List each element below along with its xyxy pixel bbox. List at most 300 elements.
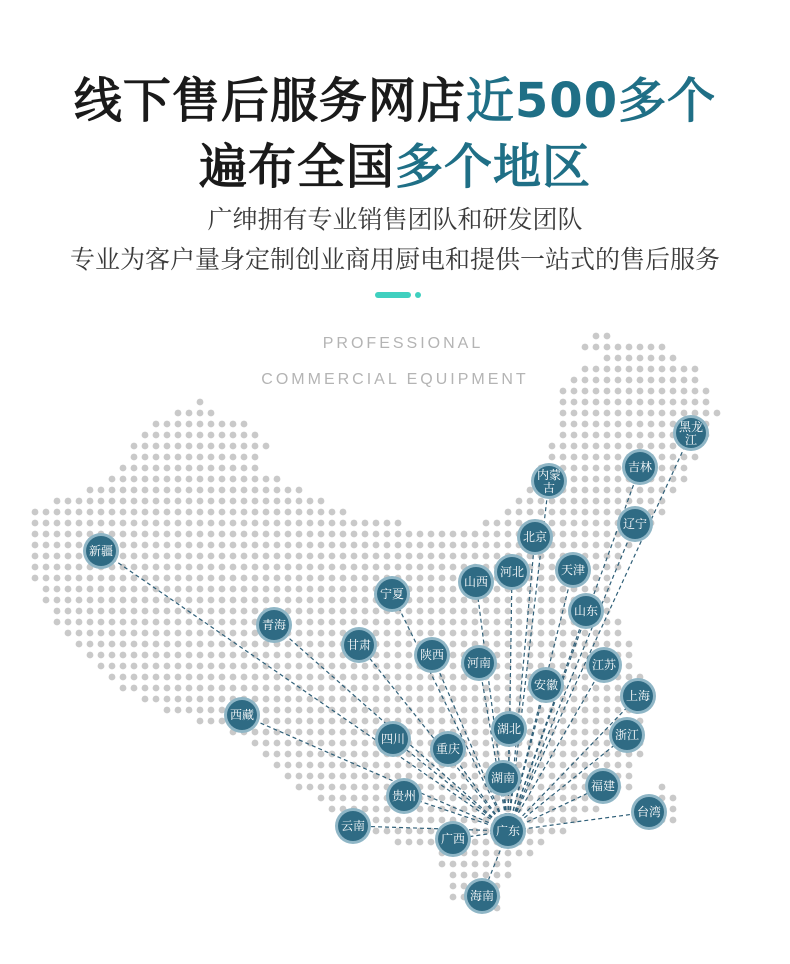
map-dot <box>43 520 50 527</box>
map-dot <box>417 531 424 538</box>
map-dot <box>428 564 435 571</box>
map-dot <box>285 487 292 494</box>
map-dot <box>230 465 237 472</box>
map-dot <box>153 553 160 560</box>
map-dot <box>560 509 567 516</box>
region-node <box>458 564 494 600</box>
map-dot <box>384 707 391 714</box>
region-label: 黑龙江 <box>678 420 704 447</box>
map-dot <box>604 696 611 703</box>
map-dot <box>582 520 589 527</box>
map-dot <box>340 707 347 714</box>
map-dot <box>417 773 424 780</box>
map-dot <box>307 773 314 780</box>
map-dot <box>450 861 457 868</box>
map-dot <box>637 410 644 417</box>
map-dot <box>263 586 270 593</box>
map-dot <box>274 707 281 714</box>
region-label: 青海 <box>261 618 287 632</box>
map-dot <box>87 498 94 505</box>
map-dot <box>263 542 270 549</box>
map-dot <box>340 542 347 549</box>
map-dot <box>142 696 149 703</box>
map-dot <box>131 520 138 527</box>
map-dot <box>670 795 677 802</box>
map-dot <box>604 399 611 406</box>
map-dot <box>285 718 292 725</box>
map-dot <box>692 399 699 406</box>
map-dot <box>186 509 193 516</box>
map-dot <box>208 685 215 692</box>
map-dot <box>351 542 358 549</box>
map-dot <box>692 388 699 395</box>
map-dot <box>417 685 424 692</box>
map-dot <box>329 608 336 615</box>
map-dot <box>461 641 468 648</box>
map-dot <box>307 553 314 560</box>
map-dot <box>131 553 138 560</box>
map-dot <box>549 828 556 835</box>
map-dot <box>549 520 556 527</box>
map-dot <box>131 476 138 483</box>
map-dot <box>450 872 457 879</box>
map-dot <box>461 553 468 560</box>
map-dot <box>362 586 369 593</box>
map-dot <box>571 674 578 681</box>
map-dot <box>351 575 358 582</box>
map-dot <box>307 498 314 505</box>
map-dot <box>318 674 325 681</box>
map-dot <box>318 498 325 505</box>
map-dot <box>648 487 655 494</box>
map-dot <box>197 454 204 461</box>
map-dot <box>296 586 303 593</box>
map-dot <box>373 795 380 802</box>
map-dot <box>461 608 468 615</box>
region-node <box>375 721 411 757</box>
map-dot <box>164 421 171 428</box>
map-dot <box>43 575 50 582</box>
map-dot <box>417 696 424 703</box>
map-dot <box>197 542 204 549</box>
map-dot <box>274 553 281 560</box>
region-label: 云南 <box>340 819 366 833</box>
map-dot <box>582 366 589 373</box>
map-dot <box>263 498 270 505</box>
region-node <box>568 593 604 629</box>
map-dot <box>120 630 127 637</box>
map-dot <box>208 465 215 472</box>
map-dot <box>307 608 314 615</box>
map-dot <box>307 597 314 604</box>
map-dot <box>197 663 204 670</box>
map-dot <box>329 652 336 659</box>
map-dot <box>131 509 138 516</box>
map-dot <box>604 509 611 516</box>
map-dot <box>175 674 182 681</box>
map-dot <box>164 531 171 538</box>
map-dot <box>604 531 611 538</box>
map-dot <box>472 619 479 626</box>
map-dot <box>417 839 424 846</box>
map-dot <box>373 828 380 835</box>
map-dot <box>263 575 270 582</box>
map-dot <box>494 520 501 527</box>
map-dot <box>670 487 677 494</box>
map-dot <box>461 542 468 549</box>
map-dot <box>131 542 138 549</box>
map-dot <box>417 817 424 824</box>
map-dot <box>252 685 259 692</box>
map-dot <box>120 608 127 615</box>
map-dot <box>615 366 622 373</box>
map-dot <box>384 806 391 813</box>
map-dot <box>604 630 611 637</box>
map-dot <box>307 685 314 692</box>
map-dot <box>208 663 215 670</box>
map-dot <box>175 652 182 659</box>
map-dot <box>450 597 457 604</box>
map-dot <box>593 531 600 538</box>
map-dot <box>395 696 402 703</box>
map-dot <box>65 564 72 571</box>
map-dot <box>197 498 204 505</box>
map-dot <box>494 696 501 703</box>
map-dot <box>483 839 490 846</box>
map-dot <box>186 641 193 648</box>
map-dot <box>153 564 160 571</box>
map-dot <box>175 542 182 549</box>
map-dot <box>241 674 248 681</box>
map-dot <box>274 740 281 747</box>
map-dot <box>384 553 391 560</box>
map-dot <box>384 828 391 835</box>
map-dot <box>604 476 611 483</box>
map-dot <box>318 597 325 604</box>
map-dot <box>142 432 149 439</box>
map-dot <box>197 641 204 648</box>
map-dot <box>549 597 556 604</box>
map-dot <box>604 575 611 582</box>
map-dot <box>252 586 259 593</box>
map-dot <box>32 575 39 582</box>
map-dot <box>384 663 391 670</box>
map-dot <box>285 729 292 736</box>
map-dot <box>681 465 688 472</box>
map-dot <box>318 586 325 593</box>
map-dot <box>428 817 435 824</box>
map-dot <box>428 685 435 692</box>
map-dot <box>296 707 303 714</box>
map-dot <box>483 553 490 560</box>
map-dot <box>175 454 182 461</box>
region-label: 吉林 <box>627 460 653 474</box>
map-dot <box>648 443 655 450</box>
map-dot <box>329 619 336 626</box>
map-dot <box>153 520 160 527</box>
map-dot <box>296 487 303 494</box>
map-dot <box>340 696 347 703</box>
map-dot <box>175 410 182 417</box>
map-dot <box>219 641 226 648</box>
map-dot <box>571 388 578 395</box>
map-dot <box>285 685 292 692</box>
map-dot <box>582 454 589 461</box>
map-dot <box>131 652 138 659</box>
region-label: 西藏 <box>229 708 255 722</box>
map-dot <box>252 531 259 538</box>
map-dot <box>120 685 127 692</box>
region-node <box>609 717 645 753</box>
map-dot <box>197 630 204 637</box>
map-dot <box>164 443 171 450</box>
map-dot <box>659 344 666 351</box>
map-dot <box>109 674 116 681</box>
map-dot <box>373 718 380 725</box>
map-dot <box>439 674 446 681</box>
map-dot <box>274 718 281 725</box>
map-dot <box>384 685 391 692</box>
map-dot <box>120 652 127 659</box>
map-dot <box>340 586 347 593</box>
map-dot <box>186 487 193 494</box>
map-dot <box>428 718 435 725</box>
map-dot <box>615 542 622 549</box>
map-dot <box>285 564 292 571</box>
map-dot <box>241 575 248 582</box>
map-dot <box>615 454 622 461</box>
map-dot <box>263 729 270 736</box>
map-dot <box>263 531 270 538</box>
map-dot <box>175 487 182 494</box>
map-dot <box>362 740 369 747</box>
map-dot <box>681 377 688 384</box>
map-dot <box>472 542 479 549</box>
map-dot <box>593 553 600 560</box>
map-dot <box>142 641 149 648</box>
map-dot <box>351 685 358 692</box>
map-dot <box>153 421 160 428</box>
map-dot <box>54 586 61 593</box>
map-dot <box>417 575 424 582</box>
map-dot <box>186 575 193 582</box>
map-dot <box>483 729 490 736</box>
map-dot <box>406 553 413 560</box>
map-dot <box>362 696 369 703</box>
map-dot <box>98 652 105 659</box>
map-dot <box>582 707 589 714</box>
map-dot <box>186 696 193 703</box>
map-dot <box>263 520 270 527</box>
map-dot <box>329 806 336 813</box>
map-dot <box>659 784 666 791</box>
region-node <box>374 576 410 612</box>
map-dot <box>406 619 413 626</box>
map-dot <box>362 608 369 615</box>
map-dot <box>65 630 72 637</box>
map-dot <box>351 751 358 758</box>
map-dot <box>219 597 226 604</box>
map-dot <box>197 608 204 615</box>
map-dot <box>43 586 50 593</box>
map-dot <box>252 465 259 472</box>
map-dot <box>472 817 479 824</box>
region-label: 广西 <box>440 832 466 846</box>
map-dot <box>560 586 567 593</box>
map-dot <box>582 432 589 439</box>
map-dot <box>626 344 633 351</box>
map-dot <box>87 520 94 527</box>
map-dot <box>263 696 270 703</box>
map-dot <box>516 674 523 681</box>
map-dot <box>43 597 50 604</box>
map-dot <box>208 509 215 516</box>
region-label: 山东 <box>573 604 599 618</box>
map-dot <box>571 751 578 758</box>
map-dot <box>681 476 688 483</box>
map-dot-grid <box>32 333 721 912</box>
map-dot <box>186 553 193 560</box>
map-dot <box>549 619 556 626</box>
map-dot <box>329 553 336 560</box>
map-dot <box>230 421 237 428</box>
map-dot <box>142 509 149 516</box>
map-dot <box>538 784 545 791</box>
map-dot <box>362 762 369 769</box>
map-dot <box>153 674 160 681</box>
map-dot <box>395 828 402 835</box>
map-dot <box>329 564 336 571</box>
map-dot <box>65 509 72 516</box>
map-dot <box>318 784 325 791</box>
map-dot <box>637 487 644 494</box>
map-dot <box>406 828 413 835</box>
map-dot <box>120 509 127 516</box>
map-dot <box>351 586 358 593</box>
map-dot <box>615 443 622 450</box>
map-dot <box>670 377 677 384</box>
map-dot <box>32 564 39 571</box>
map-dot <box>164 498 171 505</box>
map-dot <box>340 751 347 758</box>
region-label: 新疆 <box>88 544 114 558</box>
map-dot <box>571 740 578 747</box>
map-dot <box>549 564 556 571</box>
map-dot <box>318 608 325 615</box>
map-dot <box>560 652 567 659</box>
region-node <box>83 533 119 569</box>
map-dot <box>307 762 314 769</box>
map-dot <box>494 586 501 593</box>
map-dot <box>494 630 501 637</box>
map-dot <box>593 377 600 384</box>
map-dot <box>428 806 435 813</box>
map-dot <box>549 762 556 769</box>
map-dot <box>439 795 446 802</box>
map-dot <box>593 333 600 340</box>
map-dot <box>98 608 105 615</box>
map-dot <box>439 586 446 593</box>
map-dot <box>450 685 457 692</box>
map-dot <box>417 597 424 604</box>
map-dot <box>186 663 193 670</box>
map-dot <box>219 575 226 582</box>
region-node <box>430 731 466 767</box>
map-dot <box>659 377 666 384</box>
map-dot <box>76 608 83 615</box>
region-label: 福建 <box>590 779 616 793</box>
map-dot <box>351 531 358 538</box>
map-dot <box>472 872 479 879</box>
map-dot <box>527 498 534 505</box>
map-dot <box>351 696 358 703</box>
map-dot <box>175 619 182 626</box>
map-dot <box>593 751 600 758</box>
map-dot <box>351 740 358 747</box>
map-dot <box>230 597 237 604</box>
region-label: 内蒙古 <box>536 468 562 495</box>
map-dot <box>307 630 314 637</box>
map-dot <box>274 564 281 571</box>
map-dot <box>428 707 435 714</box>
map-dot <box>318 685 325 692</box>
map-dot <box>450 707 457 714</box>
map-dot <box>285 531 292 538</box>
map-dot <box>373 817 380 824</box>
map-dot <box>461 707 468 714</box>
map-dot <box>362 663 369 670</box>
map-dot <box>615 685 622 692</box>
map-dot <box>516 498 523 505</box>
map-dot <box>538 828 545 835</box>
region-label: 湖南 <box>490 771 516 785</box>
map-dot <box>296 718 303 725</box>
map-dot <box>109 498 116 505</box>
map-dot <box>263 443 270 450</box>
map-dot <box>472 828 479 835</box>
map-dot <box>131 663 138 670</box>
map-dot <box>241 641 248 648</box>
map-dot <box>571 454 578 461</box>
map-dot <box>615 641 622 648</box>
map-dot <box>285 597 292 604</box>
map-dot <box>230 509 237 516</box>
map-dot <box>153 630 160 637</box>
map-dot <box>241 443 248 450</box>
map-dot <box>230 443 237 450</box>
map-dot <box>670 454 677 461</box>
map-dot <box>230 520 237 527</box>
map-dot <box>197 443 204 450</box>
map-dot <box>219 608 226 615</box>
map-dot <box>384 542 391 549</box>
map-dot <box>208 586 215 593</box>
map-dot <box>241 487 248 494</box>
map-dot <box>406 531 413 538</box>
map-dot <box>285 751 292 758</box>
map-dot <box>571 520 578 527</box>
map-dot <box>593 388 600 395</box>
map-dot <box>164 553 171 560</box>
map-dot <box>362 619 369 626</box>
map-dot <box>582 729 589 736</box>
map-dot <box>230 476 237 483</box>
map-dot <box>538 795 545 802</box>
map-dot <box>615 630 622 637</box>
map-dot <box>384 652 391 659</box>
map-dot <box>450 575 457 582</box>
map-dot <box>175 564 182 571</box>
